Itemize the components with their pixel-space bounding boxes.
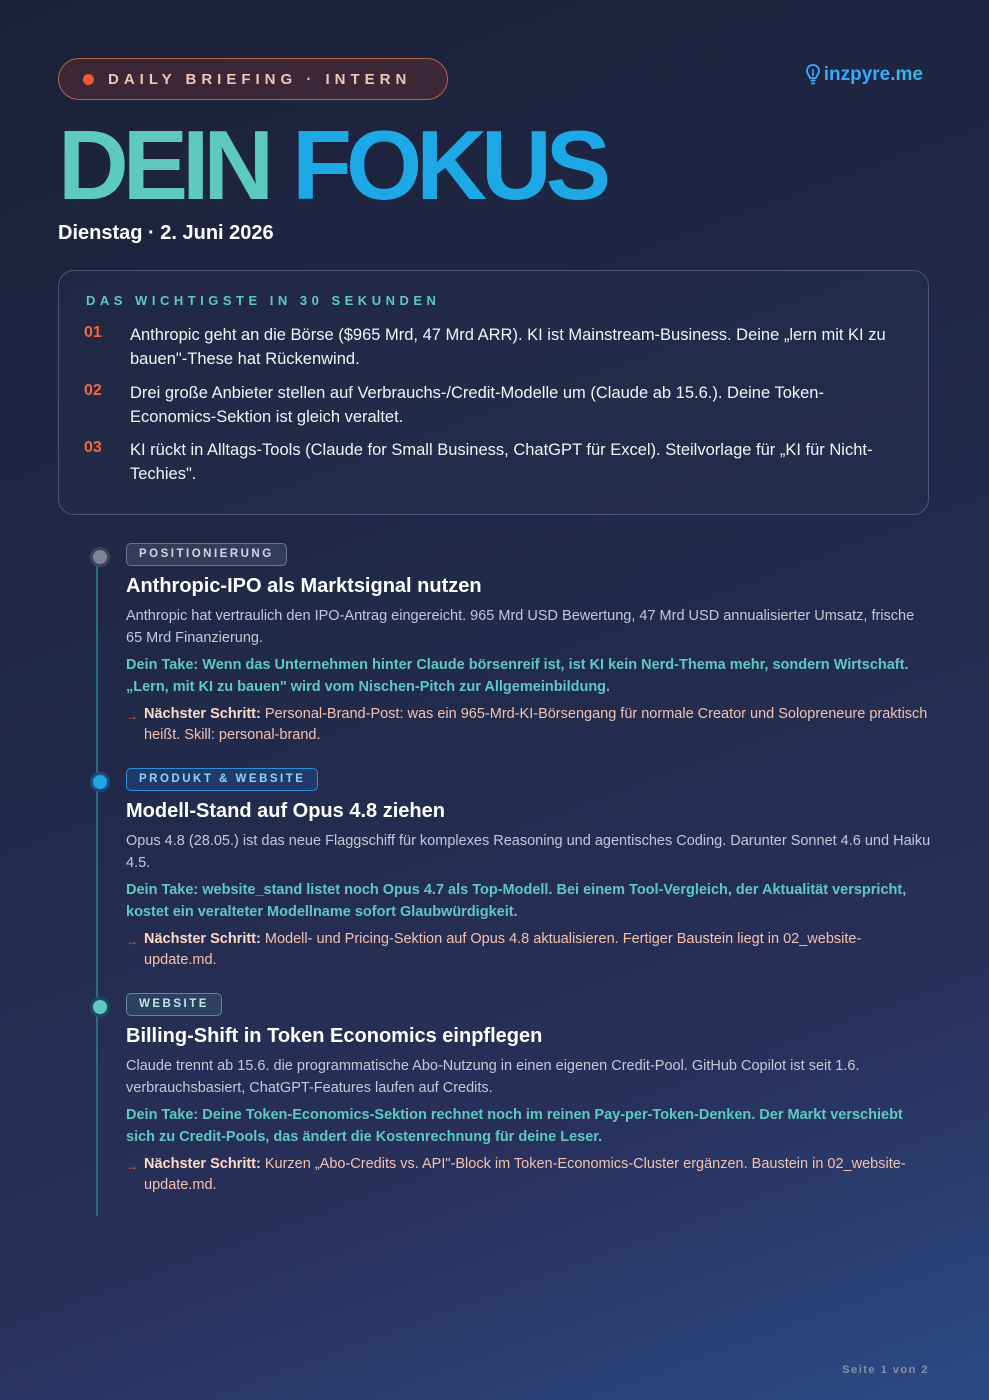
timeline-dot-icon: [90, 547, 110, 567]
logo-text: [824, 64, 923, 86]
title-word-fokus: FOKUS: [292, 110, 606, 220]
badge-label: DAILY BRIEFING · INTERN: [108, 70, 412, 88]
next-step: [126, 1154, 931, 1196]
next-step-label: Nächster Schritt:: [144, 706, 261, 722]
title-word-dein: DEIN: [58, 110, 269, 220]
next-step-content: [144, 1154, 931, 1196]
status-dot-icon: [83, 74, 94, 85]
briefing-item: [126, 993, 931, 1196]
summary-item: [84, 381, 904, 429]
next-step-text: Kurzen „Abo-Credits vs. API"-Block im Token-Economics-Cluster ergänzen. Baustein in 02_website-update.md.: [144, 1156, 906, 1193]
summary-item-text: Drei große Anbieter stellen auf Verbrauchs-/Credit-Modelle um (Claude ab 15.6.). Deine Token-Economics-Sektion ist gleich veraltet.: [130, 384, 824, 426]
item-title: Modell-Stand auf Opus 4.8 ziehen: [126, 800, 445, 822]
summary-item-number: 02: [84, 382, 102, 399]
item-description: Opus 4.8 (28.05.) ist das neue Flaggschiff für komplexes Reasoning und agentisches Coding. Darunter Sonnet 4.6 und Haiku 4.5.: [126, 833, 931, 871]
item-description: Claude trennt ab 15.6. die programmatische Abo-Nutzung in einen eigenen Credit-Pool. GitHub Copilot ist seit 1.6. verbrauchsbasiert, ChatGPT-Features laufen auf Credits.: [126, 1058, 860, 1096]
summary-item-text: Anthropic geht an die Börse ($965 Mrd, 47 Mrd ARR). KI ist Mainstream-Business. Deine „lern mit KI zu bauen"-These hat Rückenwind.: [130, 326, 886, 368]
next-step-label: Nächster Schritt:: [144, 1156, 261, 1172]
category-tag: WEBSITE: [126, 993, 222, 1016]
timeline-dot-icon: [90, 772, 110, 792]
lightbulb-icon: [806, 64, 820, 86]
timeline-dot-icon: [90, 997, 110, 1017]
category-tag: PRODUKT & WEBSITE: [126, 768, 318, 791]
next-step-content: [144, 704, 931, 746]
next-step-text: Personal-Brand-Post: was ein 965-Mrd-KI-Börsengang für normale Creator und Solopreneure praktisch heißt. Skill: personal-brand.: [144, 706, 928, 743]
summary-item: [84, 323, 904, 371]
next-step-content: [144, 929, 931, 971]
daily-briefing-badge: [58, 58, 448, 100]
next-step-label: Nächster Schritt:: [144, 931, 261, 947]
logo-suffix: .me: [890, 64, 923, 85]
next-step: [126, 929, 931, 971]
summary-item-number: 03: [84, 439, 102, 456]
arrow-right-icon: →: [126, 934, 138, 948]
summary-item-text: KI rückt in Alltags-Tools (Claude for Small Business, ChatGPT für Excel). Steilvorlage für „KI für Nicht-Techies".: [130, 441, 873, 483]
item-description: Anthropic hat vertraulich den IPO-Antrag eingereicht. 965 Mrd USD Bewertung, 47 Mrd USD annualisierter Umsatz, frische 65 Mrd Finanzierung.: [126, 608, 915, 646]
briefing-date: Dienstag · 2. Juni 2026: [58, 222, 274, 244]
logo-main: inzpyre: [823, 64, 891, 85]
item-title: Anthropic-IPO als Marktsignal nutzen: [126, 575, 482, 597]
summary-item-number: 01: [84, 324, 102, 341]
page-title: [58, 112, 605, 220]
briefing-item: [126, 543, 931, 746]
next-step: [126, 704, 931, 746]
category-tag: POSITIONIERUNG: [126, 543, 287, 566]
item-take: Dein Take: Deine Token-Economics-Sektion rechnet noch im reinen Pay-per-Token-Denken. Der Markt verschiebt sich zu Credit-Pools, das ändert die Kostenrechnung für deine Leser.: [126, 1107, 903, 1145]
briefing-item: [126, 768, 931, 971]
item-take: Dein Take: website_stand listet noch Opus 4.7 als Top-Modell. Bei einem Tool-Vergleich, der Aktualität verspricht, kostet ein veralteter Modellname sofort Glaubwürdigkeit.: [126, 882, 907, 920]
page-number: Seite 1 von 2: [842, 1364, 929, 1376]
brand-logo: [806, 64, 923, 86]
item-take: Dein Take: Wenn das Unternehmen hinter Claude börsenreif ist, ist KI kein Nerd-Thema mehr, sondern Wirtschaft. „Lern, mit KI zu bauen" wird vom Nischen-Pitch zur Allgemeinbildung.: [126, 657, 909, 695]
summary-box: [58, 270, 929, 515]
summary-title: DAS WICHTIGSTE IN 30 SEKUNDEN: [86, 293, 441, 308]
arrow-right-icon: →: [126, 709, 138, 723]
next-step-text: Modell- und Pricing-Sektion auf Opus 4.8 aktualisieren. Fertiger Baustein liegt in 02_website-update.md.: [144, 931, 862, 968]
arrow-right-icon: →: [126, 1159, 138, 1173]
summary-item: [84, 438, 904, 486]
item-title: Billing-Shift in Token Economics einpflegen: [126, 1025, 543, 1047]
timeline-line: [96, 548, 98, 1216]
